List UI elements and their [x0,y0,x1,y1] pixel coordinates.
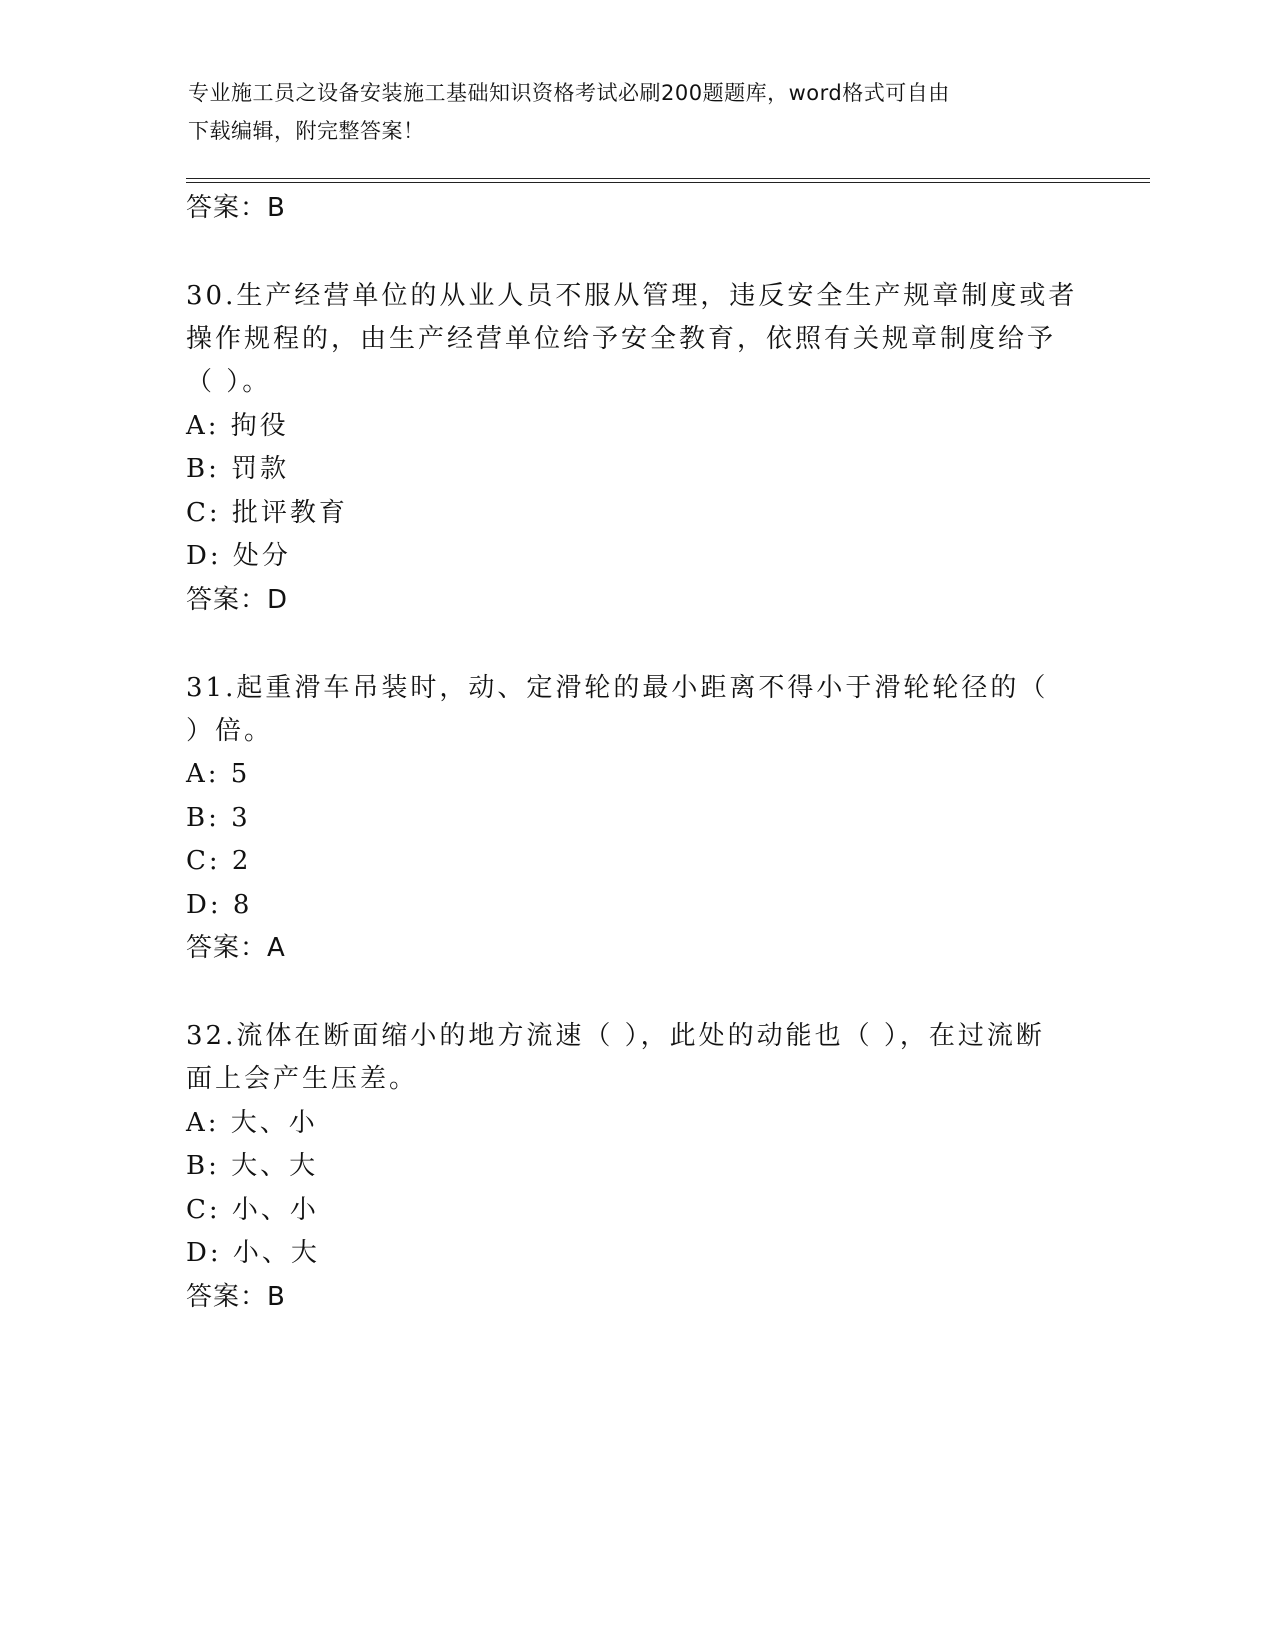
question-30-option-d: D: 处分 [186,541,291,571]
question-30-option-c: C: 批评教育 [186,498,348,528]
question-31-option-d: D: 8 [186,890,253,920]
question-32-option-d: D: 小、大 [186,1238,320,1268]
question-31-option-b: B: 3 [186,803,251,833]
question-30-stem-line-1: 30.生产经营单位的从业人员不服从管理，违反安全生产规章制度或者 [186,281,1078,311]
question-30-option-b: B: 罚款 [186,454,290,484]
question-32-stem-line-1: 32.流体在断面缩小的地方流速（ ），此处的动能也（ ），在过流断 [186,1021,1045,1051]
question-30-option-a: A: 拘役 [186,411,289,441]
question-32-option-b: B: 大、大 [186,1151,319,1181]
previous-answer: 答案：B [186,193,286,223]
question-31-answer: 答案：A [186,933,286,963]
header-line-1: 专业施工员之设备安装施工基础知识资格考试必刷200题题库，word格式可自由 [188,81,950,105]
header-divider-bottom [186,182,1150,183]
question-31-stem-line-1: 31.起重滑车吊装时，动、定滑轮的最小距离不得小于滑轮轮径的（ [186,673,1049,703]
question-31-stem-line-2: ）倍。 [186,716,274,746]
question-31-option-a: A: 5 [186,759,251,789]
question-30-answer: 答案：D [186,585,289,615]
question-32-stem-line-2: 面上会产生压差。 [186,1064,419,1094]
question-30-stem-line-3: （ ）。 [186,367,272,397]
header-divider-top [186,178,1150,179]
document-header [188,74,1068,150]
question-32-option-c: C: 小、小 [186,1195,319,1225]
question-32-answer: 答案：B [186,1282,286,1312]
question-32-option-a: A: 大、小 [186,1108,318,1138]
question-30-stem-line-2: 操作规程的，由生产经营单位给予安全教育，依照有关规章制度给予 [186,324,1057,354]
question-31-option-c: C: 2 [186,846,252,876]
header-line-2: 下载编辑，附完整答案！ [188,119,425,143]
